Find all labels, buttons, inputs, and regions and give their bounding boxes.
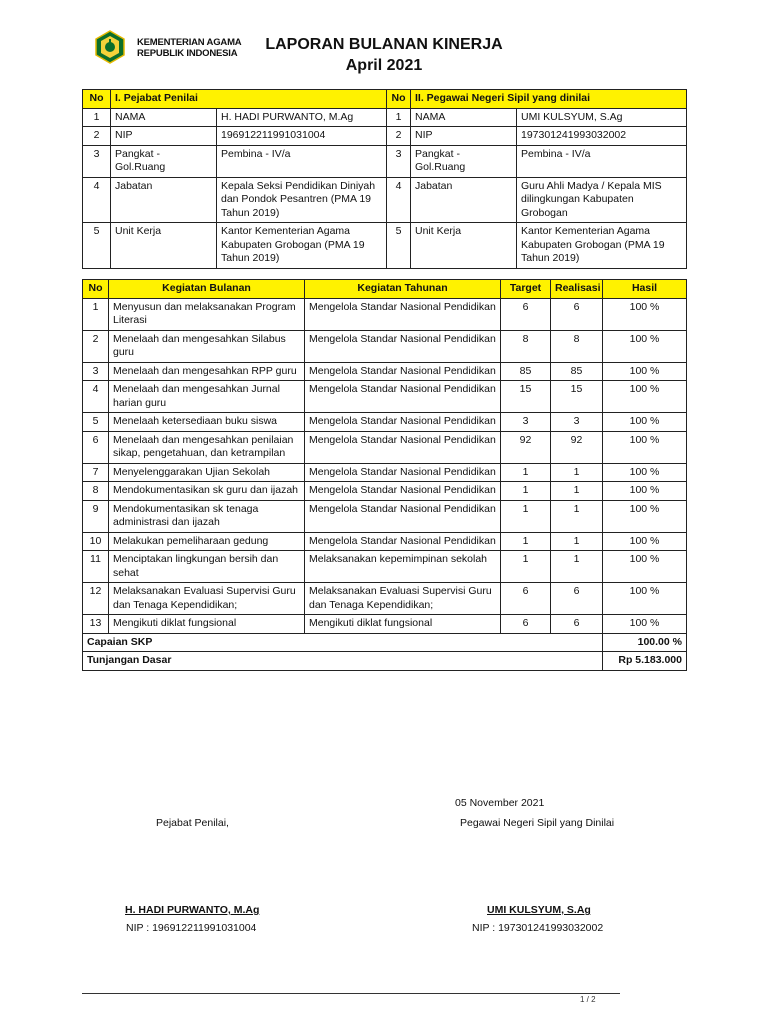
left-party-header: I. Pejabat Penilai bbox=[111, 90, 387, 109]
hasil-value: 100 % bbox=[603, 362, 687, 381]
realisasi-value: 6 bbox=[551, 615, 603, 634]
target-value: 1 bbox=[501, 551, 551, 583]
realisasi-header: Realisasi bbox=[551, 280, 603, 299]
monthly-activity: Menyusun dan melaksanakan Program Literasi bbox=[109, 298, 305, 330]
row-number: 9 bbox=[83, 500, 109, 532]
hasil-value: 100 % bbox=[603, 330, 687, 362]
row-number: 1 bbox=[83, 298, 109, 330]
row-number: 8 bbox=[83, 482, 109, 501]
row-number: 3 bbox=[387, 145, 411, 177]
realisasi-value: 6 bbox=[551, 583, 603, 615]
annual-activity-header: Kegiatan Tahunan bbox=[305, 280, 501, 299]
ministry-line-2: REPUBLIK INDONESIA bbox=[137, 48, 238, 59]
monthly-activity: Menelaah dan mengesahkan penilaian sikap, pengetahuan, dan ketrampilan bbox=[109, 431, 305, 463]
annual-activity: Mengikuti diklat fungsional bbox=[305, 615, 501, 634]
row-number: 6 bbox=[83, 431, 109, 463]
monthly-activity: Menciptakan lingkungan bersih dan sehat bbox=[109, 551, 305, 583]
realisasi-value: 3 bbox=[551, 413, 603, 432]
capaian-row bbox=[83, 633, 687, 652]
table-row bbox=[83, 463, 687, 482]
tunjangan-label: Tunjangan Dasar bbox=[83, 652, 603, 671]
capaian-label: Capaian SKP bbox=[83, 633, 603, 652]
field-label: NIP bbox=[411, 127, 517, 146]
hasil-value: 100 % bbox=[603, 381, 687, 413]
realisasi-value: 8 bbox=[551, 330, 603, 362]
row-number: 4 bbox=[83, 177, 111, 223]
table-row bbox=[83, 298, 687, 330]
page-number: 1 / 2 bbox=[580, 995, 596, 1004]
identity-header-row bbox=[83, 90, 687, 109]
row-number: 1 bbox=[83, 108, 111, 127]
table-row bbox=[83, 482, 687, 501]
identity-row bbox=[83, 127, 687, 146]
target-value: 1 bbox=[501, 463, 551, 482]
employee-value: UMI KULSYUM, S.Ag bbox=[517, 108, 687, 127]
activity-body bbox=[83, 298, 687, 633]
signature-date: 05 November 2021 bbox=[455, 797, 545, 809]
annual-activity: Mengelola Standar Nasional Pendidikan bbox=[305, 500, 501, 532]
row-number: 5 bbox=[83, 413, 109, 432]
annual-activity: Melaksanakan Evaluasi Supervisi Guru dan Tenaga Kependidikan; bbox=[305, 583, 501, 615]
target-value: 6 bbox=[501, 615, 551, 634]
monthly-activity: Menelaah dan mengesahkan Jurnal harian guru bbox=[109, 381, 305, 413]
hasil-value: 100 % bbox=[603, 298, 687, 330]
row-number: 13 bbox=[83, 615, 109, 634]
hasil-value: 100 % bbox=[603, 431, 687, 463]
col-no-header: No bbox=[83, 280, 109, 299]
realisasi-value: 1 bbox=[551, 532, 603, 551]
employee-value: Guru Ahli Madya / Kepala MIS dilingkungan Kabupaten Grobogan bbox=[517, 177, 687, 223]
col-no-header: No bbox=[387, 90, 411, 109]
employee-value: Pembina - IV/a bbox=[517, 145, 687, 177]
monthly-activity: Mengikuti diklat fungsional bbox=[109, 615, 305, 634]
monthly-activity: Mendokumentasikan sk tenaga administrasi dan ijazah bbox=[109, 500, 305, 532]
realisasi-value: 1 bbox=[551, 500, 603, 532]
footer-divider bbox=[82, 993, 620, 994]
hasil-value: 100 % bbox=[603, 482, 687, 501]
annual-activity: Mengelola Standar Nasional Pendidikan bbox=[305, 413, 501, 432]
table-row bbox=[83, 583, 687, 615]
identity-table bbox=[82, 89, 687, 269]
row-number: 2 bbox=[387, 127, 411, 146]
target-value: 6 bbox=[501, 298, 551, 330]
realisasi-value: 1 bbox=[551, 482, 603, 501]
annual-activity: Mengelola Standar Nasional Pendidikan bbox=[305, 532, 501, 551]
table-row bbox=[83, 413, 687, 432]
employee-value: Kantor Kementerian Agama Kabupaten Grobogan (PMA 19 Tahun 2019) bbox=[517, 223, 687, 269]
identity-row bbox=[83, 177, 687, 223]
target-value: 6 bbox=[501, 583, 551, 615]
activity-table bbox=[82, 279, 687, 671]
field-label: Pangkat - Gol.Ruang bbox=[111, 145, 217, 177]
capaian-value: 100.00 % bbox=[603, 633, 687, 652]
table-row bbox=[83, 500, 687, 532]
identity-body bbox=[83, 108, 687, 268]
tunjangan-row bbox=[83, 652, 687, 671]
tunjangan-value: Rp 5.183.000 bbox=[603, 652, 687, 671]
row-number: 5 bbox=[387, 223, 411, 269]
realisasi-value: 6 bbox=[551, 298, 603, 330]
target-value: 85 bbox=[501, 362, 551, 381]
field-label: NIP bbox=[111, 127, 217, 146]
annual-activity: Mengelola Standar Nasional Pendidikan bbox=[305, 330, 501, 362]
row-number: 2 bbox=[83, 330, 109, 362]
hasil-value: 100 % bbox=[603, 532, 687, 551]
right-signer-nip: NIP : 197301241993032002 bbox=[472, 922, 604, 934]
assessor-value: H. HADI PURWANTO, M.Ag bbox=[217, 108, 387, 127]
field-label: Unit Kerja bbox=[111, 223, 217, 269]
annual-activity: Melaksanakan kepemimpinan sekolah bbox=[305, 551, 501, 583]
realisasi-value: 92 bbox=[551, 431, 603, 463]
row-number: 4 bbox=[387, 177, 411, 223]
target-value: 1 bbox=[501, 482, 551, 501]
annual-activity: Mengelola Standar Nasional Pendidikan bbox=[305, 298, 501, 330]
target-value: 3 bbox=[501, 413, 551, 432]
table-row bbox=[83, 532, 687, 551]
target-header: Target bbox=[501, 280, 551, 299]
monthly-activity: Melakukan pemeliharaan gedung bbox=[109, 532, 305, 551]
assessor-value: 196912211991031004 bbox=[217, 127, 387, 146]
monthly-activity: Menelaah dan mengesahkan Silabus guru bbox=[109, 330, 305, 362]
field-label: NAMA bbox=[411, 108, 517, 127]
ministry-line-1: KEMENTERIAN AGAMA bbox=[137, 37, 242, 48]
monthly-activity: Menelaah dan mengesahkan RPP guru bbox=[109, 362, 305, 381]
identity-row bbox=[83, 145, 687, 177]
row-number: 11 bbox=[83, 551, 109, 583]
right-signer-role: Pegawai Negeri Sipil yang Dinilai bbox=[460, 817, 615, 829]
annual-activity: Mengelola Standar Nasional Pendidikan bbox=[305, 362, 501, 381]
employee-value: 197301241993032002 bbox=[517, 127, 687, 146]
field-label: Jabatan bbox=[111, 177, 217, 223]
realisasi-value: 1 bbox=[551, 551, 603, 583]
hasil-value: 100 % bbox=[603, 413, 687, 432]
left-signer-name: H. HADI PURWANTO, M.Ag bbox=[125, 904, 260, 916]
target-value: 92 bbox=[501, 431, 551, 463]
hasil-header: Hasil bbox=[603, 280, 687, 299]
right-signer-name: UMI KULSYUM, S.Ag bbox=[487, 904, 591, 916]
annual-activity: Mengelola Standar Nasional Pendidikan bbox=[305, 431, 501, 463]
field-label: Jabatan bbox=[411, 177, 517, 223]
assessor-value: Pembina - IV/a bbox=[217, 145, 387, 177]
field-label: Unit Kerja bbox=[411, 223, 517, 269]
monthly-activity: Mendokumentasikan sk guru dan ijazah bbox=[109, 482, 305, 501]
document-header bbox=[82, 30, 686, 80]
realisasi-value: 15 bbox=[551, 381, 603, 413]
target-value: 1 bbox=[501, 532, 551, 551]
hasil-value: 100 % bbox=[603, 463, 687, 482]
hasil-value: 100 % bbox=[603, 500, 687, 532]
monthly-activity: Menyelenggarakan Ujian Sekolah bbox=[109, 463, 305, 482]
monthly-activity: Melaksanakan Evaluasi Supervisi Guru dan Tenaga Kependidikan; bbox=[109, 583, 305, 615]
activity-header-row bbox=[83, 280, 687, 299]
annual-activity: Mengelola Standar Nasional Pendidikan bbox=[305, 482, 501, 501]
annual-activity: Mengelola Standar Nasional Pendidikan bbox=[305, 463, 501, 482]
row-number: 5 bbox=[83, 223, 111, 269]
hasil-value: 100 % bbox=[603, 615, 687, 634]
field-label: NAMA bbox=[111, 108, 217, 127]
annual-activity: Mengelola Standar Nasional Pendidikan bbox=[305, 381, 501, 413]
monthly-activity-header: Kegiatan Bulanan bbox=[109, 280, 305, 299]
title-period: April 2021 bbox=[345, 57, 423, 74]
table-row bbox=[83, 362, 687, 381]
table-row bbox=[83, 431, 687, 463]
target-value: 8 bbox=[501, 330, 551, 362]
report-title bbox=[82, 34, 686, 76]
table-row bbox=[83, 615, 687, 634]
row-number: 10 bbox=[83, 532, 109, 551]
title-text: LAPORAN BULANAN KINERJA bbox=[265, 36, 503, 53]
realisasi-value: 1 bbox=[551, 463, 603, 482]
row-number: 3 bbox=[83, 145, 111, 177]
row-number: 4 bbox=[83, 381, 109, 413]
target-value: 1 bbox=[501, 500, 551, 532]
table-row bbox=[83, 330, 687, 362]
table-row bbox=[83, 551, 687, 583]
hasil-value: 100 % bbox=[603, 583, 687, 615]
row-number: 12 bbox=[83, 583, 109, 615]
left-signer-nip: NIP : 196912211991031004 bbox=[126, 922, 257, 934]
left-signer-role: Pejabat Penilai, bbox=[156, 817, 229, 829]
realisasi-value: 85 bbox=[551, 362, 603, 381]
row-number: 2 bbox=[83, 127, 111, 146]
hasil-value: 100 % bbox=[603, 551, 687, 583]
table-row bbox=[83, 381, 687, 413]
identity-row bbox=[83, 223, 687, 269]
field-label: Pangkat - Gol.Ruang bbox=[411, 145, 517, 177]
assessor-value: Kantor Kementerian Agama Kabupaten Grobogan (PMA 19 Tahun 2019) bbox=[217, 223, 387, 269]
identity-row bbox=[83, 108, 687, 127]
row-number: 7 bbox=[83, 463, 109, 482]
target-value: 15 bbox=[501, 381, 551, 413]
right-party-header: II. Pegawai Negeri Sipil yang dinilai bbox=[411, 90, 687, 109]
row-number: 1 bbox=[387, 108, 411, 127]
monthly-activity: Menelaah ketersediaan buku siswa bbox=[109, 413, 305, 432]
row-number: 3 bbox=[83, 362, 109, 381]
assessor-value: Kepala Seksi Pendidikan Diniyah dan Pondok Pesantren (PMA 19 Tahun 2019) bbox=[217, 177, 387, 223]
col-no-header: No bbox=[83, 90, 111, 109]
